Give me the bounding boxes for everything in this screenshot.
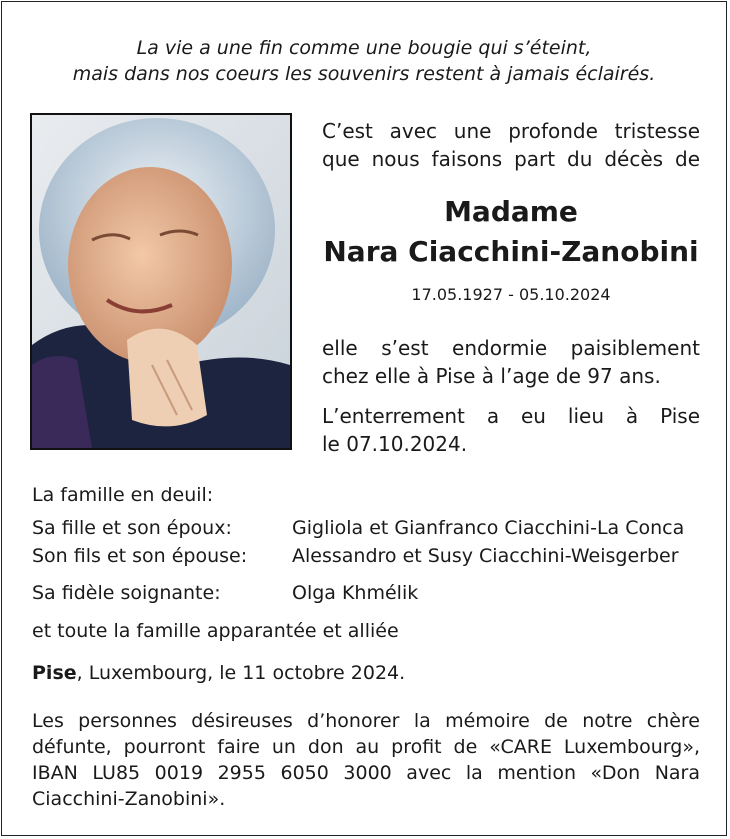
donation-line-1: Les personnes désireuses d’honorer la mémoire de notre chère — [32, 710, 700, 732]
deceased-dates: 17.05.1927 - 05.10.2024 — [411, 285, 611, 304]
burial-line-1: L’enterrement a eu lieu à Pise — [322, 404, 700, 428]
family-value-caregiver: Olga Khmélik — [292, 582, 419, 604]
place-city: Pise — [32, 662, 77, 684]
passing-line-2: chez elle à Pise à l’age de 97 ans. — [322, 364, 661, 388]
family-heading: La famille en deuil: — [32, 484, 214, 506]
family-label-daughter: Sa fille et son époux: — [32, 517, 232, 539]
donation-line-4: Ciacchini-Zanobini». — [32, 788, 226, 810]
family-label-son: Son fils et son épouse: — [32, 545, 248, 567]
epigraph-line-1: La vie a une fin comme une bougie qui s’éteint, — [136, 37, 592, 59]
announcement-line-2: que nous faisons part du décès de — [322, 147, 700, 171]
deceased-title: Madame — [444, 195, 578, 228]
family-value-daughter: Gigliola et Gianfranco Ciacchini-La Conca — [292, 517, 685, 539]
portrait-image — [32, 115, 290, 448]
donation-line-3: IBAN LU85 0019 2955 6050 3000 avec la mention «Don Nara — [32, 762, 700, 784]
deceased-name: Nara Ciacchini-Zanobini — [323, 235, 699, 268]
burial-line-2: le 07.10.2024. — [322, 432, 468, 456]
epigraph-line-2: mais dans nos coeurs les souvenirs restent à jamais éclairés. — [72, 63, 656, 85]
donation-line-2: défunte, pourront faire un don au profit de «CARE Luxembourg», — [32, 736, 700, 758]
family-label-caregiver: Sa fidèle soignante: — [32, 582, 221, 604]
donation-paragraph — [32, 708, 700, 812]
family-closing: et toute la famille apparantée et alliée — [32, 620, 399, 642]
passing-line-1: elle s’est endormie paisiblement — [322, 336, 700, 360]
place-date-rest: , Luxembourg, le 11 octobre 2024. — [76, 662, 406, 684]
family-value-son: Alessandro et Susy Ciacchini-Weisgerber — [292, 545, 679, 567]
place-date — [32, 662, 405, 684]
portrait-photo — [30, 113, 292, 450]
announcement-line-1: C’est avec une profonde tristesse — [322, 119, 700, 143]
